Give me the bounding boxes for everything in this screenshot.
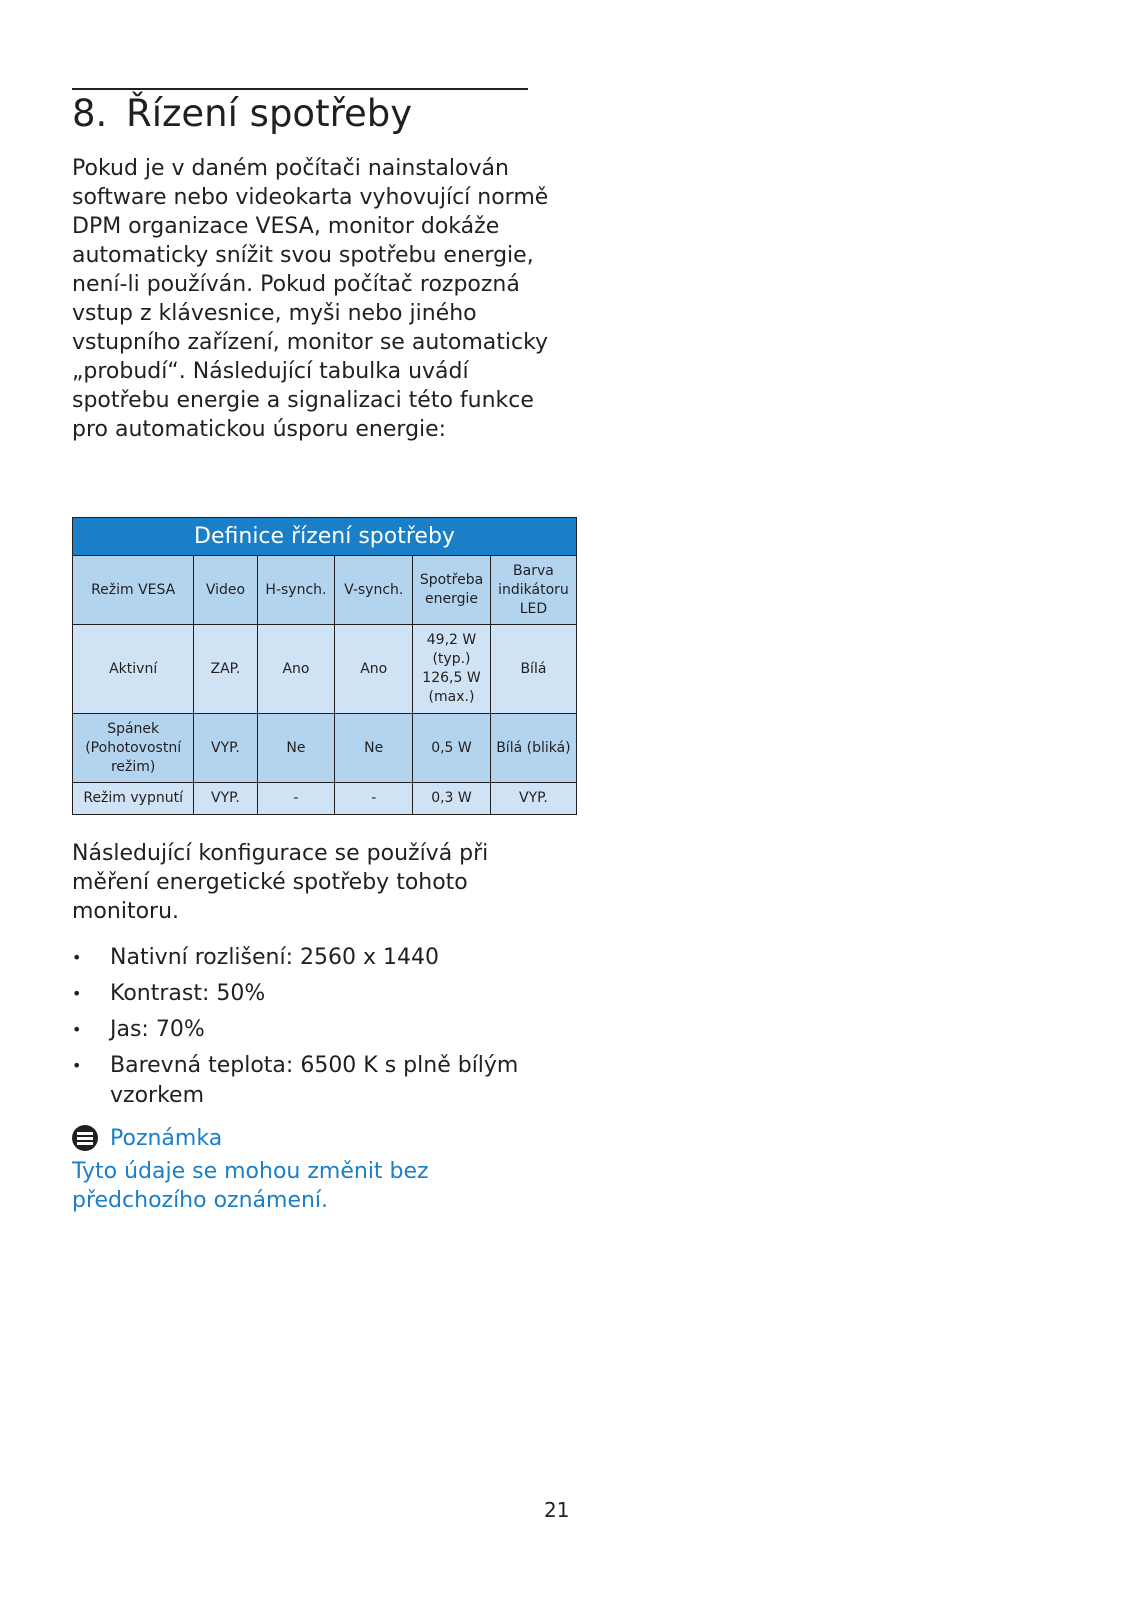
table-row	[73, 625, 577, 714]
header-led-color: Barva indikátoru LED	[490, 556, 576, 625]
table-row	[73, 783, 577, 815]
note-label: Poznámka	[110, 1125, 223, 1151]
cell-v-sync: Ne	[335, 714, 413, 783]
cell-video: VYP.	[194, 783, 257, 815]
table-header-row	[73, 556, 577, 625]
cell-h-sync: Ano	[257, 625, 335, 714]
section-number: 8.	[72, 92, 108, 135]
cell-led: VYP.	[490, 783, 576, 815]
page-number: 21	[544, 1498, 570, 1522]
cell-led: Bílá (bliká)	[490, 714, 576, 783]
list-item-text: Barevná teplota: 6500 K s plně bílým vzorkem	[110, 1053, 519, 1108]
bullet-icon: •	[72, 984, 82, 1003]
cell-power: 0,3 W	[413, 783, 491, 815]
cell-video: VYP.	[194, 714, 257, 783]
cell-h-sync: Ne	[257, 714, 335, 783]
header-v-sync: V-synch.	[335, 556, 413, 625]
bullet-icon: •	[72, 1056, 82, 1075]
cell-h-sync: -	[257, 783, 335, 815]
intro-paragraph: Pokud je v daném počítači nainstalován software nebo videokarta vyhovující normě DPM organizace VESA, monitor dokáže automaticky snížit svou spotřebu energie, není-li používán. Pokud počítač rozpozná vstup z klávesnice, myši nebo jiného vstupního zařízení, monitor se automaticky „probudí“. Následující tabulka uvádí spotřebu energie a signalizaci této funkce pro automatickou úsporu energie:	[72, 156, 549, 442]
note-icon	[72, 1125, 98, 1151]
header-vesa-mode: Režim VESA	[73, 556, 194, 625]
cell-v-sync: Ano	[335, 625, 413, 714]
cell-mode: Režim vypnutí	[73, 783, 194, 815]
list-item	[72, 1015, 542, 1045]
list-item	[72, 943, 542, 973]
header-power: Spotřeba energie	[413, 556, 491, 625]
measurement-paragraph: Následující konfigurace se používá při měření energetické spotřeby tohoto monitoru.	[72, 841, 489, 924]
cell-mode: Spánek (Pohotovostní režim)	[73, 714, 194, 783]
table-row	[73, 714, 577, 783]
cell-video: ZAP.	[194, 625, 257, 714]
cell-mode: Aktivní	[73, 625, 194, 714]
list-item-text: Nativní rozlišení: 2560 x 1440	[110, 945, 439, 970]
bullet-icon: •	[72, 948, 82, 967]
note-text: Tyto údaje se mohou změnit bez předchozího oznámení.	[72, 1159, 429, 1213]
list-item	[72, 979, 542, 1009]
header-video: Video	[194, 556, 257, 625]
cell-power: 0,5 W	[413, 714, 491, 783]
cell-v-sync: -	[335, 783, 413, 815]
bullet-icon: •	[72, 1020, 82, 1039]
list-item-text: Kontrast: 50%	[110, 981, 266, 1006]
section-title: Řízení spotřeby	[126, 92, 413, 135]
note-heading	[72, 1125, 222, 1151]
page-title	[72, 90, 412, 138]
list-item-text: Jas: 70%	[110, 1017, 205, 1042]
list-item	[72, 1051, 542, 1111]
table-caption: Definice řízení spotřeby	[73, 518, 577, 556]
measurement-list	[72, 943, 542, 1117]
header-h-sync: H-synch.	[257, 556, 335, 625]
cell-power: 49,2 W (typ.) 126,5 W (max.)	[413, 625, 491, 714]
power-management-table	[72, 517, 577, 815]
cell-led: Bílá	[490, 625, 576, 714]
